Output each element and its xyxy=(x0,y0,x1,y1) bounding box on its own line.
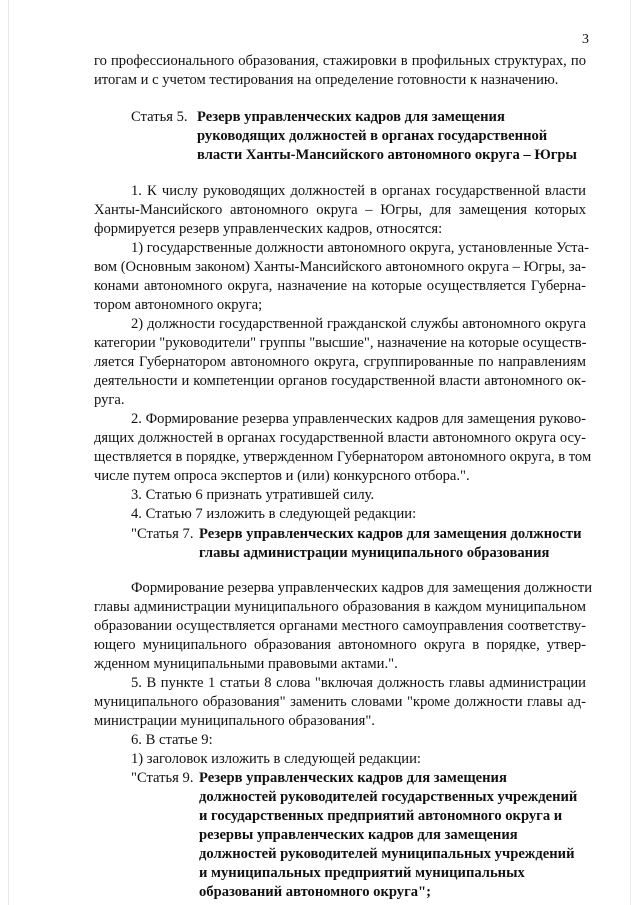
body-line: ющего муниципального образования автономного округа в порядке, утвер- xyxy=(94,637,586,653)
scan-edge-right xyxy=(630,0,631,905)
body-line: 2) должности государственной гражданской службы автономного округа xyxy=(131,316,586,332)
body-line: руга. xyxy=(94,392,125,408)
article9-title-line: должностей руководителей государственных учреждений xyxy=(199,789,578,805)
body-line: министрации муниципального образования". xyxy=(94,713,375,729)
body-line: 6. В статье 9: xyxy=(131,732,213,748)
article9-title-line: должностей руководителей муниципальных учреждений xyxy=(199,846,575,862)
body-line: конами автономного округа, назначение на которые осуществляется Губерна- xyxy=(94,278,586,294)
body-line: главы администрации муниципального образования в каждом муниципальном xyxy=(94,599,586,615)
body-line: жденном муниципальными правовыми актами.". xyxy=(94,656,398,672)
body-line: тором автономного округа; xyxy=(94,297,263,313)
body-line: категории "руководители" группы "высшие", назначение на которые осуществ- xyxy=(94,335,587,351)
body-line: муниципального образования" заменить словами "кроме должности главы ад- xyxy=(94,694,586,710)
article9-title-line: и государственных предприятий автономного округа и xyxy=(199,808,563,824)
body-line: формируется резерв управленческих кадров, относятся: xyxy=(94,221,443,237)
article9-title-line: Резерв управленческих кадров для замещения xyxy=(199,770,507,786)
article5-prefix: Статья 5. xyxy=(131,109,188,125)
scan-edge-left xyxy=(8,0,9,905)
body-line: Формирование резерва управленческих кадров для замещения должности xyxy=(131,580,593,596)
article7-title-line: главы администрации муниципального образования xyxy=(199,545,550,561)
intro-line: го профессионального образования, стажировки в профильных структурах, по xyxy=(94,53,586,69)
article9-prefix: "Статья 9. xyxy=(131,770,194,786)
article9-title-line: и муниципальных предприятий муниципальных xyxy=(199,865,525,881)
article7-title-line: Резерв управленческих кадров для замещения должности xyxy=(199,526,582,542)
article5-title-line: руководящих должностей в органах государственной xyxy=(197,128,548,144)
body-line: деятельности и компетенции органов государственной власти автономного ок- xyxy=(94,373,586,389)
body-line: ляется Губернатором автономного округа, сгруппированные по направлениям xyxy=(94,354,586,370)
intro-line: итогам и с учетом тестирования на определение готовности к назначению. xyxy=(94,72,559,88)
body-line: образовании осуществляется органами местного самоуправления соответству- xyxy=(94,618,586,634)
body-line: 3. Статью 6 признать утратившей силу. xyxy=(131,487,375,503)
body-line: числе путем опроса экспертов и (или) конкурсного отбора.". xyxy=(94,468,470,484)
body-line: дящих должностей в органах государственной власти автономного округа осу- xyxy=(94,430,586,446)
body-line: 2. Формирование резерва управленческих кадров для замещения руково- xyxy=(131,411,586,427)
body-line: 5. В пункте 1 статьи 8 слова "включая должность главы администрации xyxy=(131,675,586,691)
body-line: 1. К числу руководящих должностей в органах государственной власти xyxy=(131,183,586,199)
article9-title-line: образований автономного округа"; xyxy=(199,884,431,900)
page-number: 3 xyxy=(582,32,589,47)
body-line: Ханты-Мансийского автономного округа – Югры, для замещения которых xyxy=(94,202,586,218)
article7-prefix: "Статья 7. xyxy=(131,526,194,542)
article5-title-line: Резерв управленческих кадров для замещения xyxy=(197,109,505,125)
article9-title-line: резервы управленческих кадров для замещения xyxy=(199,827,518,843)
body-line: 4. Статью 7 изложить в следующей редакции: xyxy=(131,506,417,522)
body-line: 1) заголовок изложить в следующей редакции: xyxy=(131,751,421,767)
article5-title-line: власти Ханты-Мансийского автономного округа – Югры xyxy=(197,147,577,163)
body-line: ществляется в порядке, утвержденном Губернатором автономного округа, в том xyxy=(94,449,592,465)
body-line: вом (Основным законом) Ханты-Мансийского автономного округа – Югры, за- xyxy=(94,259,587,275)
body-line: 1) государственные должности автономного округа, установленные Уста- xyxy=(131,240,589,256)
